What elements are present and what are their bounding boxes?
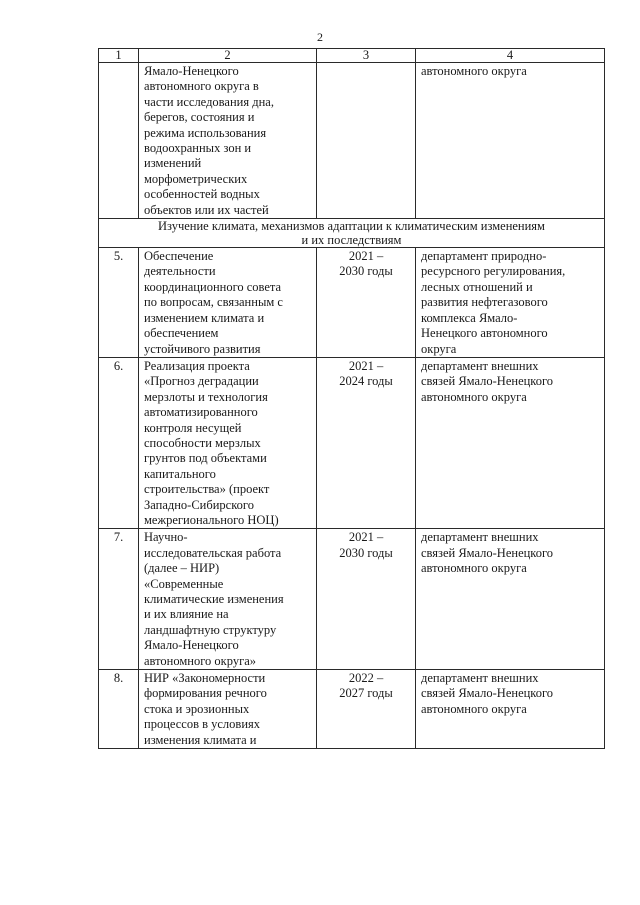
- section-heading-line: и их последствиям: [301, 233, 402, 248]
- measure-description-line: капитального: [144, 466, 216, 481]
- responsible-body-line: департамент внешних: [421, 358, 539, 373]
- measure-description-line: Обеспечение: [144, 249, 214, 264]
- responsible-body-line: автономного округа: [421, 701, 527, 716]
- measure-description-line: изменений: [144, 156, 202, 171]
- row-number: 7.: [99, 529, 139, 670]
- measure-description-line: устойчивого развития: [144, 341, 261, 356]
- implementation-term-line: 2030 годы: [339, 264, 393, 279]
- row-number: 8.: [99, 670, 139, 749]
- implementation-term: [317, 248, 416, 358]
- implementation-term-line: 2021 –: [348, 249, 384, 264]
- responsible-body: [416, 63, 605, 219]
- implementation-term-line: 2024 годы: [339, 374, 393, 389]
- measure-description-line: Ямало-Ненецкого: [144, 64, 239, 78]
- section-heading-line: Изучение климата, механизмов адаптации к климатическим изменениям: [158, 219, 545, 234]
- measure-description-line: по вопросам, связанным с: [144, 295, 283, 310]
- measure-description-line: строительства» (проект: [144, 482, 270, 497]
- measure-description-line: процессов в условиях: [144, 717, 261, 732]
- responsible-body-line: развития нефтегазового: [421, 295, 548, 310]
- column-header-4: 4: [416, 49, 605, 63]
- measure-description-line: (далее – НИР): [144, 561, 220, 576]
- measure-description-line: изменения климата и: [144, 732, 257, 747]
- responsible-body-line: связей Ямало-Ненецкого: [421, 374, 554, 389]
- section-heading-row: [99, 219, 605, 248]
- responsible-body-line: Ненецкого автономного: [421, 326, 548, 341]
- implementation-term-line: 2030 годы: [339, 545, 393, 560]
- measure-description: [139, 63, 317, 219]
- responsible-body-line: департамент внешних: [421, 530, 539, 545]
- measure-description-line: мерзлоты и технология: [144, 389, 268, 404]
- responsible-body-line: связей Ямало-Ненецкого: [421, 686, 554, 701]
- implementation-term: [317, 670, 416, 749]
- measure-description-line: климатические изменения: [144, 592, 284, 606]
- measure-description-line: режима использования: [144, 125, 267, 140]
- measure-description: [139, 248, 317, 358]
- responsible-body-line: автономного округа: [421, 64, 527, 78]
- measure-description: [139, 529, 317, 670]
- responsible-body-line: округа: [421, 341, 457, 356]
- measure-description-line: морфометрических: [144, 171, 248, 186]
- measure-description-line: контроля несущей: [144, 420, 242, 435]
- implementation-term-line: 2022 –: [348, 671, 384, 686]
- table-row: [99, 63, 605, 219]
- measure-description-line: обеспечением: [144, 326, 219, 341]
- responsible-body-line: департамент природно-: [421, 249, 547, 264]
- page-number: 2: [317, 30, 323, 44]
- measure-description-line: части исследования дна,: [144, 94, 274, 109]
- measure-description: [139, 670, 317, 749]
- measure-description-line: стока и эрозионных: [144, 701, 250, 716]
- responsible-body: [416, 248, 605, 358]
- measure-description-line: автономного округа в: [144, 79, 259, 94]
- responsible-body-line: автономного округа: [421, 561, 527, 576]
- column-header-1: 1: [99, 49, 139, 63]
- measure-description-line: автоматизированного: [144, 405, 258, 420]
- implementation-term: [317, 357, 416, 528]
- implementation-term-line: 2021 –: [348, 358, 384, 373]
- measure-description-line: «Прогноз деградации: [144, 374, 259, 389]
- measure-description-line: способности мерзлых: [144, 435, 261, 450]
- measure-description-line: формирования речного: [144, 686, 267, 701]
- table-header-row: [99, 49, 605, 63]
- measure-description-line: Научно-: [144, 530, 188, 545]
- measure-description-line: ландшафтную структуру: [144, 622, 277, 637]
- responsible-body-line: связей Ямало-Ненецкого: [421, 545, 554, 560]
- responsible-body: [416, 357, 605, 528]
- measure-description-line: грунтов под объектами: [144, 451, 267, 466]
- row-number: [99, 63, 139, 219]
- measure-description-line: автономного округа»: [144, 653, 257, 668]
- responsible-body-line: ресурсного регулирования,: [421, 264, 566, 279]
- responsible-body-line: лесных отношений и: [421, 279, 533, 294]
- table-row: [99, 248, 605, 358]
- measure-description-line: изменением климата и: [144, 310, 265, 325]
- measure-description-line: «Современные: [144, 576, 224, 591]
- measure-description: [139, 357, 317, 528]
- column-header-2: 2: [139, 49, 317, 63]
- measure-description-line: объектов или их частей: [144, 202, 269, 217]
- table-row: [99, 529, 605, 670]
- measure-description-line: особенностей водных: [144, 187, 260, 202]
- row-number: 6.: [99, 357, 139, 528]
- row-number: 5.: [99, 248, 139, 358]
- responsible-body: [416, 529, 605, 670]
- measures-table: [98, 48, 605, 749]
- column-header-3: 3: [317, 49, 416, 63]
- section-heading: [99, 219, 605, 248]
- implementation-term-line: 2021 –: [348, 530, 384, 545]
- measure-description-line: Реализация проекта: [144, 358, 250, 373]
- measure-description-line: деятельности: [144, 264, 216, 279]
- measure-description-line: Ямало-Ненецкого: [144, 638, 239, 653]
- measure-description-line: берегов, состояния и: [144, 110, 255, 125]
- measure-description-line: исследовательская работа: [144, 545, 282, 560]
- responsible-body-line: комплекса Ямало-: [421, 310, 518, 325]
- measure-description-line: НИР «Закономерности: [144, 671, 266, 686]
- measure-description-line: и их влияние на: [144, 607, 229, 622]
- measure-description-line: Западно-Сибирского: [144, 497, 254, 512]
- measure-description-line: водоохранных зон и: [144, 141, 252, 156]
- implementation-term: [317, 529, 416, 670]
- measure-description-line: координационного совета: [144, 279, 282, 294]
- table-row: [99, 357, 605, 528]
- responsible-body-line: департамент внешних: [421, 671, 539, 686]
- implementation-term-line: 2027 годы: [339, 686, 393, 701]
- responsible-body-line: автономного округа: [421, 389, 527, 404]
- measure-description-line: межрегионального НОЦ): [144, 512, 279, 527]
- implementation-term: [317, 63, 416, 219]
- table-row: [99, 670, 605, 749]
- responsible-body: [416, 670, 605, 749]
